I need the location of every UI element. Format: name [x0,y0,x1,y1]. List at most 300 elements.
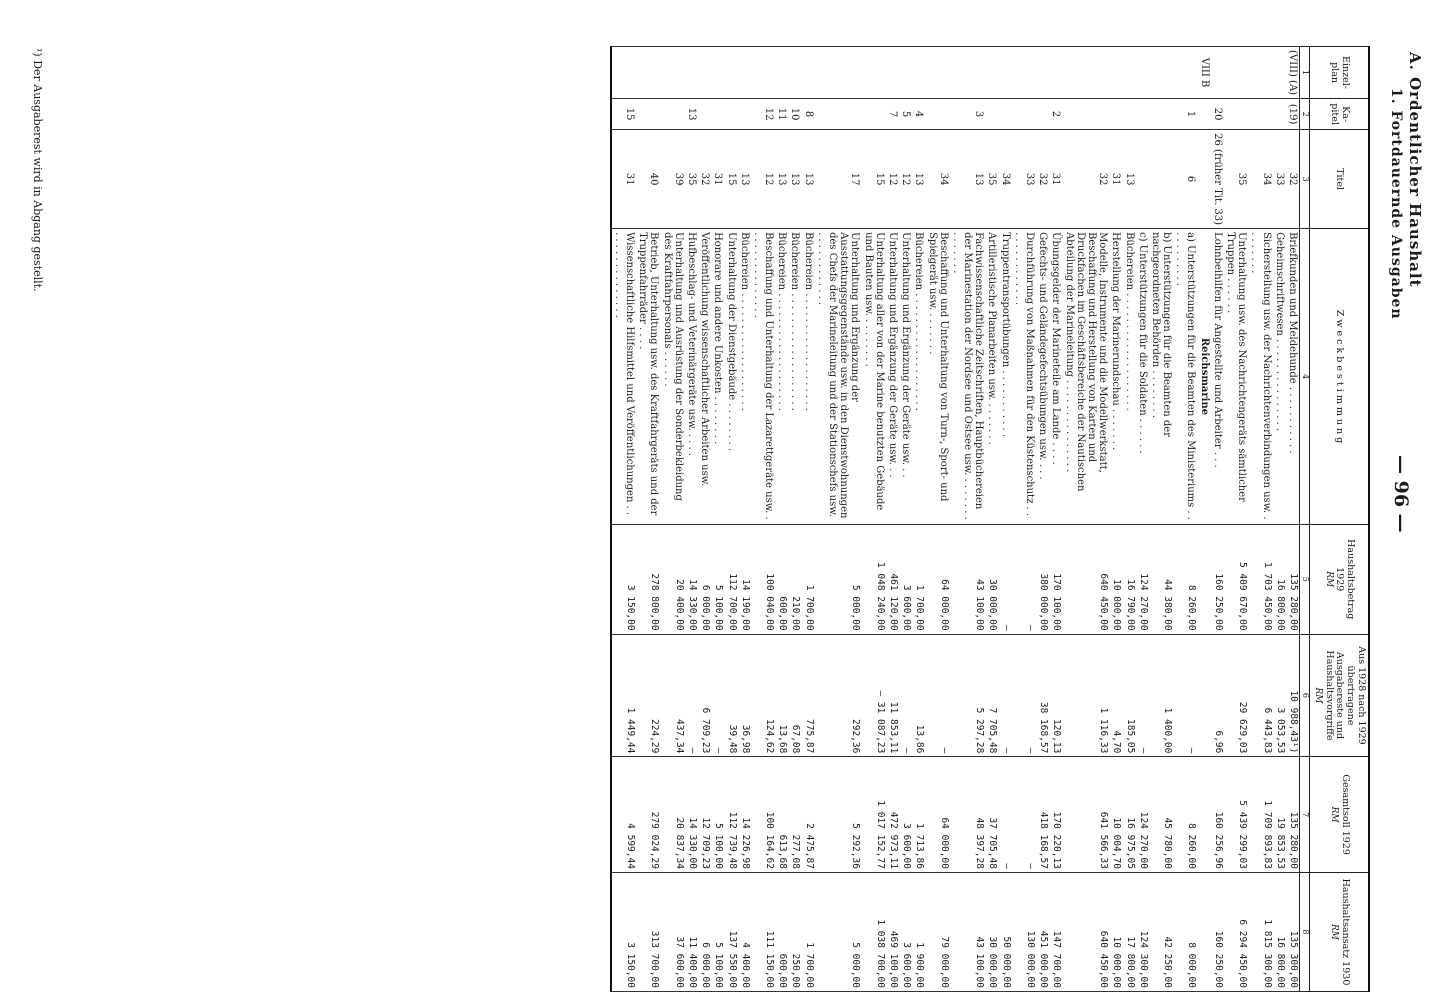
cell-titel: 34 [925,130,949,229]
col-number: 5 [1300,524,1310,634]
cell-einzelplan [788,47,801,99]
cell-haushaltsbetrag-1929: 8 260,00 [1173,524,1197,634]
table-row [660,47,684,992]
cell-zweckbestimmung: Betrieb, Unterhaltung usw. des Kraftfahrgeräts und der Truppenfahrräder . . . . [636,229,660,525]
cell-haushaltsansatz-1930: 135 300,00 [1286,872,1300,991]
cell-gesamtsoll-1929: 5 439 299,03 [1224,757,1248,873]
cell-haushaltsbetrag-1929: 5 100,00 [711,524,724,634]
cell-haushaltsansatz-1930: 5 100,00 [711,872,724,991]
cell-titel: 15 [724,130,737,229]
cell-kapitel [1136,99,1149,130]
col-header-haushaltsbetrag-1929: Haushaltsbetrag 1929 RM [1310,524,1370,634]
cell-gesamtsoll-1929: 2 475,87 [802,757,815,873]
cell-haushaltsbetrag-1929: 1 703 450,00 [1248,524,1272,634]
table-row [999,47,1012,992]
col-number: 4 [1300,229,1310,525]
cell-gesamtsoll-1929: 14 330,00 [685,757,698,873]
cell-einzelplan [1036,47,1049,99]
cell-haushaltsbetrag-1929: 44 380,00 [1149,524,1173,634]
column-number-row [1300,47,1310,992]
cell-uebertragene-reste: 4,70 [1109,634,1122,757]
table-body [611,47,1300,992]
cell-titel: 12 [899,130,912,229]
cell-haushaltsbetrag-1929: 170 100,00 [1049,524,1062,634]
table-row [899,47,912,992]
cell-haushaltsbetrag-1929: 3 600,00 [899,524,912,634]
cell-uebertragene-reste: 7 705,48 [985,634,998,757]
cell-uebertragene-reste: — [999,634,1012,757]
cell-kapitel [738,99,751,130]
cell-titel: 40 [636,130,660,229]
cell-einzelplan [685,47,698,99]
cell-kapitel: 2 [1049,99,1062,130]
cell-uebertragene-reste: 1 400,00 [1149,634,1173,757]
cell-uebertragene-reste: 36,98 [738,634,751,757]
col-number: 1 [1300,47,1310,99]
cell-kapitel: 4 [912,99,925,130]
cell-gesamtsoll-1929: 10 004,70 [1109,757,1122,873]
cell-gesamtsoll-1929: 19 853,53 [1273,757,1286,873]
cell-uebertragene-reste: 6 709,23 [698,634,711,757]
cell-uebertragene-reste: 13,68 [775,634,788,757]
table-row [685,47,698,992]
cell-einzelplan [861,47,885,99]
cell-gesamtsoll-1929: 613,68 [775,757,788,873]
cell-titel: 13 [738,130,751,229]
cell-haushaltsbetrag-1929: 14 330,00 [685,524,698,634]
table-row [775,47,788,992]
cell-einzelplan [1122,47,1135,99]
cell-gesamtsoll-1929: 16 975,05 [1122,757,1135,873]
cell-kapitel [1062,99,1109,130]
cell-kapitel [1149,99,1173,130]
cell-haushaltsansatz-1930: 640 450,00 [1062,872,1109,991]
table-row [711,47,724,992]
cell-titel: 17 [815,130,862,229]
cell-zweckbestimmung: Unterhaltung der Dienstgebäude . . . . . . . . [724,229,737,525]
cell-einzelplan [1273,47,1286,99]
cell-gesamtsoll-1929: 20 837,34 [660,757,684,873]
cell-haushaltsansatz-1930: 4 400,00 [738,872,751,991]
cell-kapitel [1273,99,1286,130]
cell-kapitel: 11 [775,99,788,130]
cell-kapitel [711,99,724,130]
cell-zweckbestimmung: Lohnbeihilfen für Angestellte und Arbeiter . . . [1211,229,1224,525]
cell-zweckbestimmung: Büchereien . . . . . . . . . . . . . . . . . . . [1122,229,1135,525]
cell-zweckbestimmung: Herstellung der Marinerundschau . . . . . . . [1109,229,1122,525]
table-row [611,47,636,992]
cell-kapitel [861,99,885,130]
col-number: 6 [1300,634,1310,757]
cell-titel: 15 [861,130,885,229]
cell-titel: 13 [775,130,788,229]
cell-einzelplan [711,47,724,99]
cell-kapitel [636,99,660,130]
cell-haushaltsansatz-1930: 50 000,00 [999,872,1012,991]
cell-einzelplan [985,47,998,99]
cell-einzelplan [1136,47,1149,99]
cell-uebertragene-reste: — [1173,634,1197,757]
cell-haushaltsbetrag-1929: 20 400,00 [660,524,684,634]
cell-kapitel [1224,99,1248,130]
cell-uebertragene-reste: 29 629,03 [1224,634,1248,757]
cell-titel: 13 [912,130,925,229]
cell-zweckbestimmung: Gefechts- und Geländegefechtsübungen usw. . . . [1036,229,1049,525]
cell-einzelplan [1049,47,1062,99]
cell-einzelplan [899,47,912,99]
table-row [1109,47,1122,992]
cell-kapitel [698,99,711,130]
cell-einzelplan [611,47,636,99]
table-row [1173,47,1197,992]
table-row [1248,47,1272,992]
cell-gesamtsoll-1929: 45 780,00 [1149,757,1173,873]
cell-gesamtsoll-1929: — [1012,757,1036,873]
table-row [1286,47,1300,992]
cell-haushaltsansatz-1930 [1198,872,1211,991]
cell-haushaltsansatz-1930: 42 250,00 [1149,872,1173,991]
cell-haushaltsbetrag-1929: — [999,524,1012,634]
cell-einzelplan [815,47,862,99]
cell-titel: 13 [802,130,815,229]
cell-haushaltsansatz-1930: 17 800,00 [1122,872,1135,991]
cell-titel: 6 [1173,130,1197,229]
cell-haushaltsansatz-1930: 137 550,00 [724,872,737,991]
col-header-einzelplan: Einzel-plan [1310,47,1370,99]
cell-haushaltsbetrag-1929: 600,00 [775,524,788,634]
cell-haushaltsbetrag-1929: 380 000,00 [1036,524,1049,634]
cell-haushaltsbetrag-1929: 112 700,00 [724,524,737,634]
cell-uebertragene-reste: 1 116,33 [1062,634,1109,757]
cell-uebertragene-reste: 39,48 [724,634,737,757]
cell-haushaltsansatz-1930: 3 150,00 [611,872,636,991]
cell-haushaltsansatz-1930: 30 000,00 [985,872,998,991]
cell-uebertragene-reste [1198,634,1211,757]
table-row [1012,47,1036,992]
cell-haushaltsbetrag-1929: — [1012,524,1036,634]
cell-kapitel [815,99,862,130]
cell-einzelplan [925,47,949,99]
table-row [815,47,862,992]
cell-uebertragene-reste: — [685,634,698,757]
cell-gesamtsoll-1929: 277,08 [788,757,801,873]
cell-haushaltsansatz-1930: 6 294 450,00 [1224,872,1248,991]
cell-gesamtsoll-1929: 1 713,86 [912,757,925,873]
cell-zweckbestimmung: Büchereien . . . . . . . . . . . . . . . . . . . [788,229,801,525]
cell-zweckbestimmung: Beschaffung und Unterhaltung der Lazarettgeräte usw. . . . . . . . . . . . . . . . [751,229,775,525]
cell-haushaltsansatz-1930: 37 600,00 [660,872,684,991]
cell-einzelplan [1224,47,1248,99]
cell-zweckbestimmung: Unterhaltung und Ausrüstung der Sonderbekleidung des Kraftfahrpersonals . . . . . . [660,229,684,525]
cell-titel: 31 [611,130,636,229]
table-row [1122,47,1135,992]
section-title: A. Ordentlicher Haushalt [1406,52,1424,288]
col-header-zweckbestimmung: Z w e c k b e s t i m m u n g [1310,229,1370,525]
cell-haushaltsbetrag-1929: 1 700,00 [912,524,925,634]
cell-haushaltsbetrag-1929: 210,00 [788,524,801,634]
cell-einzelplan [1012,47,1036,99]
cell-uebertragene-reste: 120,13 [1049,634,1062,757]
cell-titel: 33 [1273,130,1286,229]
footnote: ¹) Der Ausgaberest wird in Abgang gestellt. [31,48,44,292]
cell-haushaltsansatz-1930: 5 000,00 [815,872,862,991]
table-header-row [1310,47,1370,992]
cell-zweckbestimmung: b) Unterstützungen für die Beamten der nachgeordneten Behörden . . . . . . . . [1149,229,1173,525]
cell-uebertragene-reste: 224,29 [636,634,660,757]
cell-zweckbestimmung: Büchereien . . . . . . . . . . . . . . . . . . . [802,229,815,525]
cell-kapitel [1122,99,1135,130]
cell-titel [1149,130,1173,229]
table-row [1062,47,1109,992]
cell-haushaltsansatz-1930: 11 400,00 [685,872,698,991]
cell-haushaltsansatz-1930: 600,00 [775,872,788,991]
cell-uebertragene-reste: 292,36 [815,634,862,757]
cell-gesamtsoll-1929: 3 600,00 [899,757,912,873]
cell-zweckbestimmung: Honorare und andere Unkosten . . . . . . . . [711,229,724,525]
cell-gesamtsoll-1929: 37 705,48 [985,757,998,873]
cell-haushaltsbetrag-1929: 3 150,00 [611,524,636,634]
cell-haushaltsansatz-1930: 147 700,00 [1049,872,1062,991]
cell-titel: 34 [1248,130,1272,229]
cell-titel: 13 [788,130,801,229]
table-row [950,47,986,992]
cell-haushaltsbetrag-1929: 43 100,00 [950,524,986,634]
col-header-titel: Titel [1310,130,1370,229]
cell-haushaltsbetrag-1929: 14 190,00 [738,524,751,634]
cell-zweckbestimmung: Unterhaltung und Ergänzung der Geräte usw. . . [899,229,912,525]
col-number: 8 [1300,872,1310,991]
cell-haushaltsbetrag-1929: 16 800,00 [1273,524,1286,634]
cell-uebertragene-reste: 6 443,83 [1248,634,1272,757]
table-row [1224,47,1248,992]
cell-haushaltsbetrag-1929 [1198,524,1211,634]
cell-haushaltsbetrag-1929: 1 048 240,00 [861,524,885,634]
cell-titel: 32 [1286,130,1300,229]
cell-titel: 32 [698,130,711,229]
cell-einzelplan [724,47,737,99]
table-row [925,47,949,992]
table-row [788,47,801,992]
cell-titel: 13 [1122,130,1135,229]
cell-haushaltsbetrag-1929: 30 000,00 [985,524,998,634]
cell-uebertragene-reste: — [899,634,912,757]
cell-uebertragene-reste: — 31 087,23 [861,634,885,757]
cell-uebertragene-reste: 11 853,11 [886,634,899,757]
cell-titel: 31 [1109,130,1122,229]
cell-einzelplan [1062,47,1109,99]
table-row [985,47,998,992]
cell-einzelplan [636,47,660,99]
col-number: 7 [1300,757,1310,873]
cell-einzelplan [1173,47,1197,99]
cell-titel: 12 [886,130,899,229]
cell-zweckbestimmung: Unterhaltung usw. des Nachrichtengeräts sämtlicher Truppen . . . . . . [1224,229,1248,525]
cell-titel: 12 [751,130,775,229]
cell-haushaltsansatz-1930: 1 700,00 [802,872,815,991]
cell-titel: 31 [711,130,724,229]
cell-einzelplan [950,47,986,99]
cell-kapitel: 1 [1173,99,1197,130]
cell-gesamtsoll-1929: 1 709 893,83 [1248,757,1272,873]
cell-haushaltsansatz-1930: 79 000,00 [925,872,949,991]
cell-haushaltsbetrag-1929: 6 000,00 [698,524,711,634]
cell-haushaltsbetrag-1929: 64 000,00 [925,524,949,634]
cell-zweckbestimmung: Hufbeschlag- und Veterinärgeräte usw. . . . . [685,229,698,525]
cell-gesamtsoll-1929: 100 164,62 [751,757,775,873]
cell-einzelplan [1248,47,1272,99]
cell-zweckbestimmung: Truppentransportübungen . . . . . . . . . . . [999,229,1012,525]
cell-haushaltsbetrag-1929: 5 409 670,00 [1224,524,1248,634]
cell-zweckbestimmung: Reichsmarine [1198,229,1211,525]
cell-haushaltsbetrag-1929: 100 040,00 [751,524,775,634]
cell-titel: 39 [660,130,684,229]
cell-einzelplan [802,47,815,99]
table-row [1049,47,1062,992]
cell-gesamtsoll-1929: 8 260,00 [1173,757,1197,873]
cell-zweckbestimmung: Beschaffung und Unterhaltung von Turn-, Sport- und Spielgerät usw. . . . . . . . [925,229,949,525]
cell-uebertragene-reste: 185,05 [1122,634,1135,757]
table-row [698,47,711,992]
cell-kapitel [724,99,737,130]
cell-kapitel: 8 [802,99,815,130]
cell-einzelplan [698,47,711,99]
col-number: 3 [1300,130,1310,229]
table-row [751,47,775,992]
cell-gesamtsoll-1929: 124 270,00 [1136,757,1149,873]
cell-kapitel [1198,99,1211,130]
cell-titel: 35 [685,130,698,229]
cell-zweckbestimmung: Durchführung von Maßnahmen für den Küstenschutz . . . . . . . . . . . . . . [1012,229,1036,525]
cell-haushaltsbetrag-1929: 16 790,00 [1122,524,1135,634]
cell-haushaltsansatz-1930: 124 300,00 [1136,872,1149,991]
cell-haushaltsansatz-1930: 3 600,00 [899,872,912,991]
cell-zweckbestimmung: Büchereien . . . . . . . . . . . . . . . . . . . [738,229,751,525]
cell-zweckbestimmung: Wissenschaftliche Hilfsmittel und Veröffentlichungen . . . . . . . . . . . . . . . . [611,229,636,525]
cell-haushaltsbetrag-1929: 278 800,00 [636,524,660,634]
cell-uebertragene-reste: 13,86 [912,634,925,757]
table-row [912,47,925,992]
cell-gesamtsoll-1929: 5 292,36 [815,757,862,873]
cell-einzelplan: (VIII) (A) [1286,47,1300,99]
cell-haushaltsbetrag-1929: 160 250,00 [1211,524,1224,634]
table-row [802,47,815,992]
cell-titel: 35 [1224,130,1248,229]
cell-kapitel [925,99,949,130]
table-row [1211,47,1224,992]
cell-zweckbestimmung: Modelle, Instrumente und die Modellwerkstatt, Beschaffung und Herstellung von Karten und Druckfachen im Geschäftsbereiche der Nautischen Abteilung der Marineleitung . . . . . . . . . . . . . . . [1062,229,1109,525]
cell-kapitel [1109,99,1122,130]
cell-haushaltsansatz-1930: 1 900,00 [912,872,925,991]
cell-haushaltsbetrag-1929: 1 700,00 [802,524,815,634]
table-row [1149,47,1173,992]
cell-gesamtsoll-1929: 135 280,00 [1286,757,1300,873]
col-header-uebertragene-reste: Aus 1928 nach 1929 übertragene Ausgabereste und Haushaltsvorgriffe RM [1310,634,1370,757]
cell-zweckbestimmung: c) Unterstützungen für die Soldaten . . . . . . [1136,229,1149,525]
cell-kapitel [1012,99,1036,130]
cell-einzelplan [1149,47,1173,99]
cell-gesamtsoll-1929: 279 024,29 [636,757,660,873]
table-row [1036,47,1049,992]
cell-haushaltsbetrag-1929: 124 270,00 [1136,524,1149,634]
cell-titel: 32 [1062,130,1109,229]
cell-kapitel [999,99,1012,130]
cell-einzelplan [775,47,788,99]
cell-kapitel: 3 [950,99,986,130]
cell-zweckbestimmung: Veröffentlichung wissenschaftlicher Arbeiten usw. [698,229,711,525]
cell-einzelplan [738,47,751,99]
cell-haushaltsansatz-1930: 469 100,00 [886,872,899,991]
cell-zweckbestimmung: Unterhaltung aller von der Marine benutzten Gebäude und Bauten usw. . . . . . . . . [861,229,885,525]
cell-haushaltsansatz-1930: 10 000,00 [1109,872,1122,991]
cell-gesamtsoll-1929: 641 566,33 [1062,757,1109,873]
cell-gesamtsoll-1929: 418 168,57 [1036,757,1049,873]
cell-uebertragene-reste: — [1136,634,1149,757]
cell-haushaltsansatz-1930: 8 000,00 [1173,872,1197,991]
cell-gesamtsoll-1929: — [999,757,1012,873]
cell-haushaltsansatz-1930: 1 815 300,00 [1248,872,1272,991]
cell-gesamtsoll-1929: 4 599,44 [611,757,636,873]
col-header-haushaltsansatz-1930: Haushaltsansatz 1930 RM [1310,872,1370,991]
cell-gesamtsoll-1929: 14 226,98 [738,757,751,873]
cell-titel: 31 [1049,130,1062,229]
cell-kapitel [660,99,684,130]
table-row [1273,47,1286,992]
cell-einzelplan [1211,47,1224,99]
cell-einzelplan [751,47,775,99]
cell-zweckbestimmung: Büchereien . . . . . . . . . . . . . . . . . . . [912,229,925,525]
cell-einzelplan [886,47,899,99]
budget-table [610,46,1370,992]
cell-kapitel: 20 [1211,99,1224,130]
cell-gesamtsoll-1929: 112 739,48 [724,757,737,873]
cell-haushaltsansatz-1930: 6 000,00 [698,872,711,991]
cell-haushaltsbetrag-1929: 5 000,00 [815,524,862,634]
cell-einzelplan [1109,47,1122,99]
cell-zweckbestimmung: Unterhaltung und Ergänzung der Ausstattungsgegenstände usw. in den Dienstwohnungen des Chefs der Marineleitung und der Stationschefs usw. . . . . . . . . . . . . [815,229,862,525]
cell-kapitel [1036,99,1049,130]
cell-haushaltsansatz-1930: 451 000,00 [1036,872,1049,991]
cell-titel: 35 [985,130,998,229]
cell-haushaltsbetrag-1929: 135 280,00 [1286,524,1300,634]
cell-gesamtsoll-1929: 472 973,11 [886,757,899,873]
cell-uebertragene-reste: 67,08 [788,634,801,757]
cell-haushaltsbetrag-1929: 640 450,00 [1062,524,1109,634]
cell-einzelplan [999,47,1012,99]
cell-uebertragene-reste: 3 053,53 [1273,634,1286,757]
cell-zweckbestimmung: Fachwissenschaftliche Zeitschriften, Hauptbüchereien der Marinestation der Nordsee und Ostsee usw. . . . . . . . . . . . . . . [950,229,986,525]
col-header-kapitel: Ka-pitel [1310,99,1370,130]
cell-titel: 13 [950,130,986,229]
cell-haushaltsansatz-1930: 43 100,00 [950,872,986,991]
cell-zweckbestimmung: Unterhaltung und Ergänzung der Geräte usw. . . [886,229,899,525]
cell-uebertragene-reste: 5 297,28 [950,634,986,757]
section-subtitle: 1. Fortdauernde Ausgaben [1388,88,1404,320]
cell-zweckbestimmung: Geheimschriftwesen . . . . . . . . . . . . . . . [1273,229,1286,525]
cell-uebertragene-reste: 38 168,57 [1036,634,1049,757]
cell-kapitel: 7 [886,99,899,130]
cell-gesamtsoll-1929: 64 000,00 [925,757,949,873]
cell-uebertragene-reste: 437,34 [660,634,684,757]
cell-titel: 34 [999,130,1012,229]
cell-titel: 26 (früher Tit. 33) [1211,130,1224,229]
cell-gesamtsoll-1929: 12 709,23 [698,757,711,873]
cell-uebertragene-reste: 6,96 [1211,634,1224,757]
cell-titel: 32 [1036,130,1049,229]
cell-gesamtsoll-1929: 48 397,28 [950,757,986,873]
cell-haushaltsansatz-1930: 250,00 [788,872,801,991]
cell-uebertragene-reste: — [1012,634,1036,757]
cell-kapitel: 12 [751,99,775,130]
